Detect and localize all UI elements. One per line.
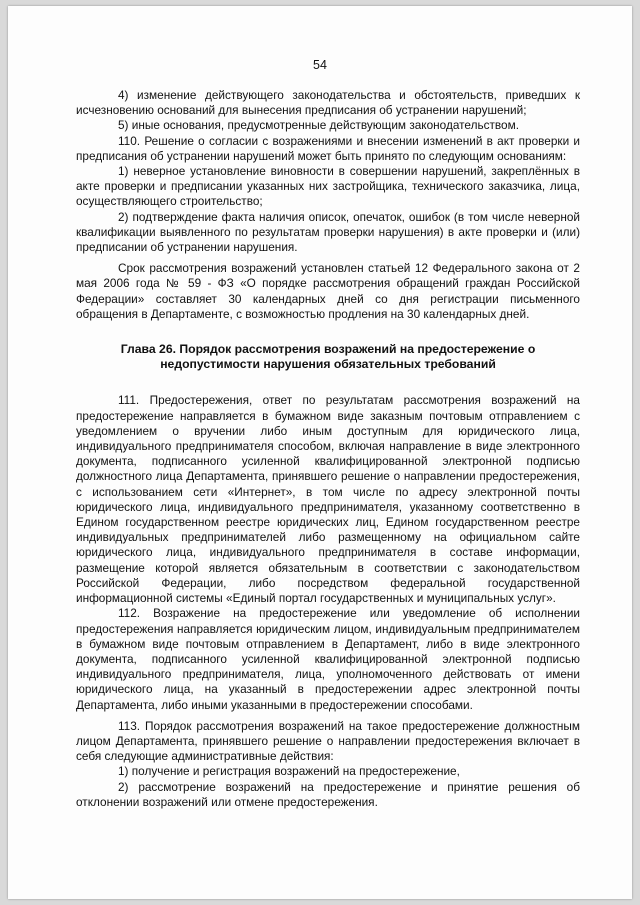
paragraph-113-item-1: 1) получение и регистрация возражений на предостережение, — [118, 764, 460, 779]
paragraph-110-item-1: 1) неверное установление виновности в совершении нарушений, закреплённых в акте проверки и предписании указанных них застройщика, технического заказчика, лица, осуществляющего строительство; — [76, 164, 580, 209]
chapter-heading-line-1: Глава 26. Порядок рассмотрения возражений на предостережение о — [120, 342, 536, 357]
paragraph-review-term: Срок рассмотрения возражений установлен статьей 12 Федерального закона от 2 мая 2006 года № 59 - ФЗ «О порядке рассмотрения обращений граждан Российской Федерации» составляет 30 календарных дней со дня регистрации письменного обращения в Департаменте, с возможностью продления на 30 календарных дней. — [76, 261, 580, 321]
chapter-heading — [76, 342, 580, 372]
document-body — [76, 88, 580, 810]
paragraph-111: 111. Предостережения, ответ по результатам рассмотрения возражений на предостережение направляется в бумажном виде заказным почтовым отправлением с уведомлением о вручении либо иным доступным для юридического лица, индивидуального предпринимателя способом, включая направление в виде электронного документа, подписанного усиленной квалифицированной электронной подписью должностного лица Департамента, принявшего решение о направлении предостережения, с использованием сети «Интернет», в том числе по адресу электронной почты юридического лица, индивидуального предпринимателя, указанному соответственно в Едином государственном реестре юридических лиц, Едином государственном реестре индивидуальных предпринимателей либо размещенному на официальном сайте юридического лица, индивидуального предпринимателя в составе информации, размещение которой является обязательным в соответствии с законодательством Российской Федерации, либо посредством федеральной государственной информационной системы «Единый портал государственных и муниципальных услуг». — [76, 393, 580, 606]
paragraph-113: 113. Порядок рассмотрения возражений на такое предостережение должностным лицом Департамента, принявшего решение о направлении предостережения включает в себя следующие административные действия: — [76, 718, 580, 764]
paragraph-112: 112. Возражение на предостережение или уведомление об исполнении предостережения направляется юридическим лицом, индивидуальным предпринимателем в бумажном виде почтовым отправлением в Департамент, либо в виде электронного документа, подписанного усиленной квалифицированной электронной подписью индивидуального предпринимателя, лица, уполномоченного действовать от имени юридического лица, на указанный в предостережении адрес электронной почты Департамента, либо иными указанными в предостережении способами. — [76, 606, 580, 712]
page-number: 54 — [313, 58, 327, 72]
paragraph-113-item-2: 2) рассмотрение возражений на предостережение и принятие решения об отклонении возражений или отмене предостережения. — [76, 779, 580, 809]
paragraph-item-5: 5) иные основания, предусмотренные действующим законодательством. — [118, 118, 520, 133]
paragraph-110-item-2: 2) подтверждение факта наличия описок, опечаток, ошибок (в том числе неверной квалификации выявленного по результатам проверки нарушения) в акте проверки и (или) предписании об устранении нарушения. — [76, 209, 580, 255]
chapter-heading-line-2: недопустимости нарушения обязательных требований — [160, 357, 496, 372]
paragraph-110: 110. Решение о согласии с возражениями и внесении изменений в акт проверки и предписания об устранении нарушений может быть принято по следующим основаниям: — [76, 133, 580, 163]
paragraph-item-4: 4) изменение действующего законодательства и обстоятельств, приведших к исчезновению оснований для вынесения предписания об устранении нарушений; — [76, 88, 580, 118]
document-page — [8, 6, 632, 899]
